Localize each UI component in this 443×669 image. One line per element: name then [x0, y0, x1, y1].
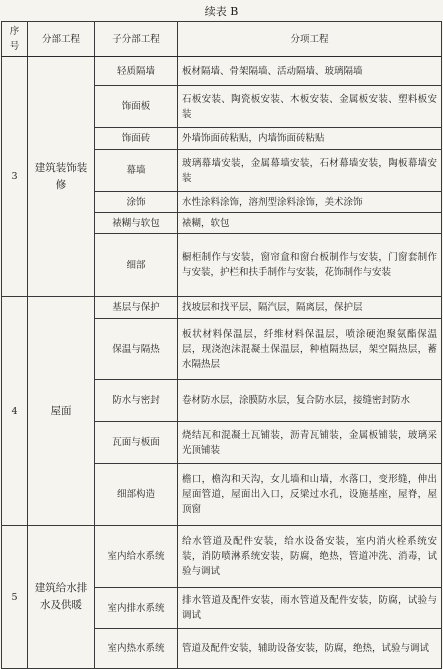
subdivision-cell: 室内给水系统: [95, 526, 178, 588]
subdivision-cell: 裱糊与软包: [95, 213, 178, 234]
division-cell: 建筑给水排水及供暖: [28, 526, 95, 669]
page-title: 续表 B: [204, 5, 239, 18]
table-row: [2, 57, 442, 86]
subdivision-cell: 轻质隔墙: [95, 57, 178, 86]
items-cell: 石板安装、陶瓷板安装、木板安装、金属板安装、塑料板安装: [178, 86, 442, 128]
header-row: [2, 22, 442, 57]
items-cell: 橱柜制作与安装，窗帘盒和窗台板制作与安装，门窗套制作与安装，护栏和扶手制作与安装，花饰制作与安装: [178, 234, 442, 297]
division-cell: 建筑装饰装修: [28, 57, 95, 297]
subdivision-cell: 室内排水系统: [95, 588, 178, 629]
header-items: 分项工程: [178, 22, 442, 57]
seq-cell: 5: [2, 526, 28, 669]
subdivision-cell: 饰面砖: [95, 128, 178, 150]
subdivision-cell: 防水与密封: [95, 380, 178, 422]
subdivision-cell: 涂饰: [95, 192, 178, 213]
table-row: [2, 526, 442, 588]
items-cell: 水性涂料涂饰，溶剂型涂料涂饰，美术涂饰: [178, 192, 442, 213]
subdivision-cell: 保温与隔热: [95, 319, 178, 380]
items-cell: 外墙饰面砖粘贴，内墙饰面砖粘贴: [178, 128, 442, 150]
subdivision-cell: 基层与保护: [95, 297, 178, 319]
items-cell: 板状材料保温层，纤维材料保温层，喷涂硬泡聚氨酯保温层，现浇泡沫混凝土保温层，种植隔热层，架空隔热层，蓄水隔热层: [178, 319, 442, 380]
table-row: [2, 297, 442, 319]
subdivision-table: [1, 21, 442, 669]
subdivision-cell: 室内热水系统: [95, 629, 178, 669]
items-cell: 找坡层和找平层，隔汽层，隔离层，保护层: [178, 297, 442, 319]
items-cell: 裱糊，软包: [178, 213, 442, 234]
items-cell: 管道及配件安装，辅助设备安装，防腐，绝热，试验与调试: [178, 629, 442, 669]
subdivision-cell: 幕墙: [95, 150, 178, 192]
subdivision-cell: 细部构造: [95, 464, 178, 526]
header-seq: 序号: [2, 22, 28, 57]
items-cell: 烧结瓦和混凝土瓦铺装，沥青瓦铺装，金属板铺装，玻璃采光顶铺装: [178, 422, 442, 464]
items-cell: 板材隔墙、骨架隔墙、活动隔墙、玻璃隔墙: [178, 57, 442, 86]
items-cell: 给水管道及配件安装，给水设备安装，室内消火栓系统安装，消防喷淋系统安装，防腐，绝热，管道冲洗、消毒，试验与调试: [178, 526, 442, 588]
items-cell: 檐口，檐沟和天沟，女儿墙和山墙，水落口，变形缝，伸出屋面管道，屋面出入口，反梁过水孔，设施基座，屋脊，屋顶窗: [178, 464, 442, 526]
division-cell: 屋面: [28, 297, 95, 526]
seq-cell: 4: [2, 297, 28, 526]
seq-cell: 3: [2, 57, 28, 297]
subdivision-cell: 细部: [95, 234, 178, 297]
header-division: 分部工程: [28, 22, 95, 57]
items-cell: 排水管道及配件安装，雨水管道及配件安装，防腐，试验与调试: [178, 588, 442, 629]
items-cell: 卷材防水层，涂膜防水层，复合防水层，接缝密封防水: [178, 380, 442, 422]
subdivision-cell: 瓦面与板面: [95, 422, 178, 464]
subdivision-cell: 饰面板: [95, 86, 178, 128]
items-cell: 玻璃幕墙安装，金属幕墙安装，石材幕墙安装，陶板幕墙安装: [178, 150, 442, 192]
header-subdivision: 子分部工程: [95, 22, 178, 57]
